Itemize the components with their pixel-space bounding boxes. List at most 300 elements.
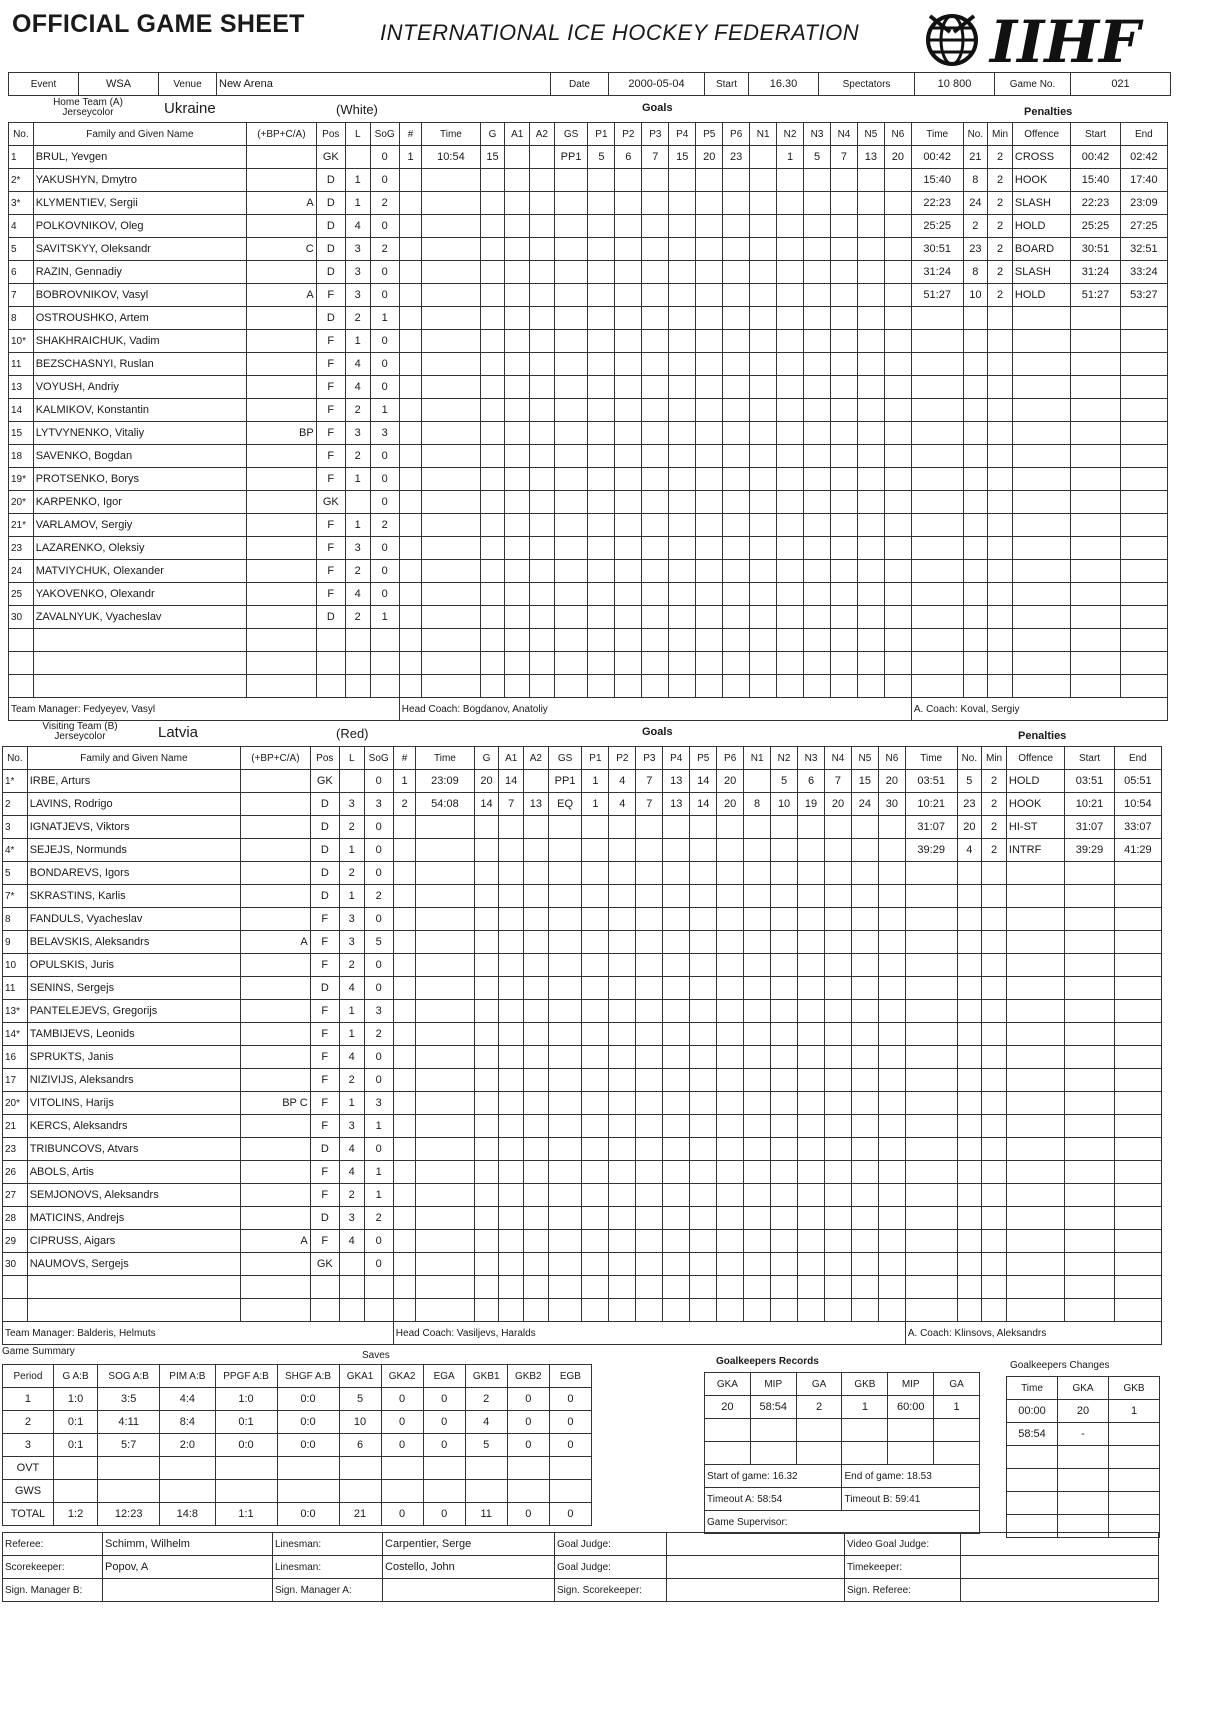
empty-cell	[878, 1207, 905, 1230]
player-mark	[247, 445, 317, 468]
empty-cell	[1120, 606, 1167, 629]
empty-cell	[505, 353, 530, 376]
player-mark	[241, 954, 311, 977]
empty-cell	[911, 514, 963, 537]
home-col-no: No.	[9, 123, 34, 146]
empty-cell	[636, 931, 663, 954]
empty-cell	[1071, 675, 1120, 698]
home-col-n3: N3	[804, 123, 831, 146]
empty-cell	[530, 238, 555, 261]
empty-cell	[1012, 330, 1070, 353]
empty-cell	[696, 583, 723, 606]
empty-cell	[857, 353, 884, 376]
empty-cell	[831, 537, 858, 560]
empty-cell	[524, 908, 549, 931]
sign-referee-value	[961, 1579, 1159, 1602]
empty-cell	[696, 169, 723, 192]
player-position: D	[316, 192, 345, 215]
empty-cell	[771, 1207, 798, 1230]
empty-cell	[963, 583, 988, 606]
empty-cell	[530, 652, 555, 675]
empty-cell	[825, 1069, 852, 1092]
empty-cell	[690, 1230, 717, 1253]
player-line: 4	[345, 353, 370, 376]
saves-title: Saves	[362, 1350, 390, 1361]
empty-cell	[1006, 862, 1064, 885]
player-line: 4	[339, 1046, 364, 1069]
empty-cell	[499, 816, 524, 839]
player-position: D	[316, 307, 345, 330]
player-sog: 1	[364, 1184, 393, 1207]
empty-cell	[9, 675, 34, 698]
empty-cell	[825, 1299, 852, 1322]
empty-cell	[1114, 977, 1161, 1000]
empty-cell	[548, 1230, 582, 1253]
empty-cell	[957, 1207, 982, 1230]
empty-cell	[588, 445, 615, 468]
empty-cell	[505, 215, 530, 238]
empty-cell	[851, 839, 878, 862]
home-col-assist-2: A2	[530, 123, 555, 146]
empty-cell	[9, 652, 34, 675]
player-line: 3	[345, 238, 370, 261]
empty-cell	[499, 1230, 524, 1253]
empty-cell	[615, 652, 642, 675]
empty-cell	[530, 445, 555, 468]
sign-manager-b-label: Sign. Manager B:	[3, 1579, 103, 1602]
player-name: OSTROUSHKO, Artem	[33, 307, 246, 330]
empty-cell	[1120, 537, 1167, 560]
visitor-assistant-coach: A. Coach: Klinsovs, Aleksandrs	[905, 1322, 1161, 1345]
visitor-col-goal-situation: GS	[548, 747, 582, 770]
empty-cell	[723, 422, 750, 445]
goal-plus-player: 6	[615, 146, 642, 169]
empty-cell	[1071, 445, 1120, 468]
goal-plus-player: 1	[582, 770, 609, 793]
empty-cell	[554, 353, 588, 376]
empty-cell	[582, 954, 609, 977]
empty-cell	[744, 1000, 771, 1023]
timekeeper-value	[961, 1556, 1159, 1579]
summary-cell: 3:5	[98, 1388, 160, 1411]
summary-col-header: GKA2	[381, 1365, 423, 1388]
empty-cell	[1012, 445, 1070, 468]
empty-cell	[505, 560, 530, 583]
home-staff-row	[9, 698, 1168, 721]
player-mark	[241, 977, 311, 1000]
empty-cell	[982, 931, 1007, 954]
goal-n: 2	[393, 793, 415, 816]
player-name: NIZIVIJS, Aleksandrs	[27, 1069, 240, 1092]
player-position: F	[310, 931, 339, 954]
empty-cell	[422, 353, 480, 376]
home-col-pen-offence: Offence	[1012, 123, 1070, 146]
empty-cell	[911, 652, 963, 675]
empty-cell	[399, 307, 421, 330]
empty-cell	[771, 839, 798, 862]
empty-cell	[582, 1184, 609, 1207]
summary-cell: 0	[423, 1434, 465, 1457]
player-sog: 0	[370, 468, 399, 491]
empty-cell	[777, 537, 804, 560]
empty-cell	[723, 399, 750, 422]
empty-cell	[905, 931, 957, 954]
empty-cell	[717, 1000, 744, 1023]
empty-cell	[3, 1276, 28, 1299]
empty-cell	[771, 1299, 798, 1322]
player-number: 13	[9, 376, 34, 399]
empty-cell	[957, 862, 982, 885]
empty-cell	[988, 330, 1013, 353]
empty-cell	[399, 468, 421, 491]
empty-cell	[582, 1253, 609, 1276]
summary-col-header: G A:B	[53, 1365, 97, 1388]
gk-records-col: GKB	[842, 1373, 888, 1396]
player-name: BELAVSKIS, Aleksandrs	[27, 931, 240, 954]
penalty-player: 5	[957, 770, 982, 793]
empty-cell	[609, 1253, 636, 1276]
empty-cell	[609, 1230, 636, 1253]
table-row	[3, 1299, 1162, 1322]
player-position: F	[316, 330, 345, 353]
event-label: Event	[9, 73, 79, 96]
empty-cell	[399, 560, 421, 583]
visitor-col-pen-no: No.	[957, 747, 982, 770]
empty-cell	[474, 1230, 499, 1253]
empty-cell	[1114, 1230, 1161, 1253]
empty-cell	[416, 839, 474, 862]
empty-cell	[582, 862, 609, 885]
summary-cell	[381, 1457, 423, 1480]
empty-cell	[393, 1000, 415, 1023]
goal-a1: 14	[499, 770, 524, 793]
linesman-value-2: Costello, John	[383, 1556, 555, 1579]
penalty-minutes: 2	[982, 770, 1007, 793]
home-team-manager: Team Manager: Fedyeyev, Vasyl	[9, 698, 400, 721]
empty-cell	[474, 862, 499, 885]
gk-changes-cell: 1	[1109, 1400, 1160, 1423]
player-position: F	[310, 908, 339, 931]
summary-cell	[549, 1457, 591, 1480]
player-mark	[247, 514, 317, 537]
goal-minus-player: 19	[798, 793, 825, 816]
empty-cell	[911, 629, 963, 652]
summary-cell: 12:23	[98, 1503, 160, 1526]
empty-cell	[831, 376, 858, 399]
empty-cell	[905, 885, 957, 908]
empty-cell	[777, 514, 804, 537]
visitor-header-row	[3, 747, 1162, 770]
empty-cell	[777, 675, 804, 698]
gk-changes-row	[1007, 1492, 1160, 1515]
empty-cell	[831, 307, 858, 330]
empty-cell	[723, 560, 750, 583]
empty-cell	[505, 284, 530, 307]
empty-cell	[963, 307, 988, 330]
penalty-offence: HOOK	[1012, 169, 1070, 192]
empty-cell	[480, 284, 505, 307]
empty-cell	[399, 399, 421, 422]
empty-cell	[399, 353, 421, 376]
player-position: F	[310, 1023, 339, 1046]
empty-cell	[1006, 1069, 1064, 1092]
penalty-minutes: 2	[988, 238, 1013, 261]
empty-cell	[474, 1253, 499, 1276]
empty-cell	[717, 1184, 744, 1207]
home-col-line: L	[345, 123, 370, 146]
table-row	[3, 954, 1162, 977]
goal-minus-player: 20	[825, 793, 852, 816]
empty-cell	[831, 238, 858, 261]
empty-cell	[474, 1115, 499, 1138]
empty-cell	[1065, 1115, 1114, 1138]
empty-cell	[1120, 629, 1167, 652]
empty-cell	[548, 1253, 582, 1276]
home-col-p4: P4	[669, 123, 696, 146]
summary-cell: 0	[549, 1388, 591, 1411]
empty-cell	[750, 1419, 796, 1442]
empty-cell	[505, 445, 530, 468]
player-position: D	[310, 793, 339, 816]
summary-cell: 21	[339, 1503, 381, 1526]
player-position: F	[310, 954, 339, 977]
empty-cell	[1006, 1184, 1064, 1207]
empty-cell	[416, 885, 474, 908]
empty-cell	[1006, 1253, 1064, 1276]
empty-cell	[499, 1184, 524, 1207]
empty-cell	[582, 1230, 609, 1253]
empty-cell	[524, 1299, 549, 1322]
player-mark	[247, 307, 317, 330]
empty-cell	[771, 1092, 798, 1115]
player-number: 14	[9, 399, 34, 422]
goal-minus-player: 5	[771, 770, 798, 793]
summary-col-header: GKB2	[507, 1365, 549, 1388]
empty-cell	[422, 606, 480, 629]
empty-cell	[588, 606, 615, 629]
empty-cell	[399, 169, 421, 192]
empty-cell	[669, 307, 696, 330]
scorekeeper-label: Scorekeeper:	[3, 1556, 103, 1579]
summary-cell: 1:1	[215, 1503, 277, 1526]
empty-cell	[905, 954, 957, 977]
empty-cell	[857, 399, 884, 422]
empty-cell	[690, 931, 717, 954]
empty-cell	[988, 468, 1013, 491]
empty-cell	[857, 376, 884, 399]
empty-cell	[963, 330, 988, 353]
table-row	[3, 1000, 1162, 1023]
empty-cell	[422, 514, 480, 537]
empty-cell	[642, 284, 669, 307]
empty-cell	[988, 376, 1013, 399]
player-name: LYTVYNENKO, Vitaliy	[33, 422, 246, 445]
home-col-p5: P5	[696, 123, 723, 146]
empty-cell	[690, 1092, 717, 1115]
empty-cell	[857, 629, 884, 652]
empty-cell	[1006, 885, 1064, 908]
empty-cell	[851, 1069, 878, 1092]
empty-cell	[499, 1276, 524, 1299]
empty-cell	[416, 1207, 474, 1230]
empty-cell	[548, 1000, 582, 1023]
player-number: 17	[3, 1069, 28, 1092]
penalty-player: 20	[957, 816, 982, 839]
player-number: 11	[9, 353, 34, 376]
empty-cell	[905, 1299, 957, 1322]
player-sog: 2	[364, 1207, 393, 1230]
empty-cell	[399, 284, 421, 307]
player-position: D	[310, 816, 339, 839]
empty-cell	[505, 629, 530, 652]
home-col-p2: P2	[615, 123, 642, 146]
empty-cell	[615, 307, 642, 330]
player-name: KERCS, Aleksandrs	[27, 1115, 240, 1138]
empty-cell	[416, 1138, 474, 1161]
empty-cell	[723, 169, 750, 192]
player-mark	[241, 1184, 311, 1207]
penalty-time: 25:25	[911, 215, 963, 238]
goal-minus-player: 5	[804, 146, 831, 169]
video-judge-label: Video Goal Judge:	[845, 1533, 961, 1556]
empty-cell	[696, 537, 723, 560]
empty-cell	[744, 1184, 771, 1207]
gameno-label: Game No.	[995, 73, 1071, 96]
empty-cell	[33, 629, 246, 652]
player-mark: A	[241, 931, 311, 954]
player-line: 1	[345, 514, 370, 537]
empty-cell	[422, 652, 480, 675]
empty-cell	[422, 284, 480, 307]
empty-cell	[878, 1115, 905, 1138]
empty-cell	[548, 885, 582, 908]
empty-cell	[663, 1092, 690, 1115]
empty-cell	[796, 1442, 842, 1465]
empty-cell	[798, 1253, 825, 1276]
empty-cell	[247, 629, 317, 652]
empty-cell	[642, 491, 669, 514]
goal-minus-player: 30	[878, 793, 905, 816]
empty-cell	[609, 885, 636, 908]
empty-cell	[582, 1023, 609, 1046]
summary-cell	[98, 1480, 160, 1503]
home-penalties-title: Penalties	[1024, 106, 1073, 118]
empty-cell	[717, 1138, 744, 1161]
empty-cell	[798, 908, 825, 931]
empty-cell	[957, 1069, 982, 1092]
home-col-pen-time: Time	[911, 123, 963, 146]
player-sog: 0	[364, 839, 393, 862]
empty-cell	[505, 468, 530, 491]
empty-cell	[416, 1230, 474, 1253]
gameno-value: 021	[1071, 73, 1171, 96]
empty-cell	[669, 491, 696, 514]
summary-row	[3, 1503, 592, 1526]
summary-cell: 0	[381, 1388, 423, 1411]
empty-cell	[1006, 1230, 1064, 1253]
penalty-start: 30:51	[1071, 238, 1120, 261]
empty-cell	[422, 330, 480, 353]
empty-cell	[1012, 353, 1070, 376]
empty-cell	[696, 514, 723, 537]
empty-cell	[524, 816, 549, 839]
empty-cell	[499, 862, 524, 885]
player-number: 5	[9, 238, 34, 261]
empty-cell	[723, 583, 750, 606]
player-name: IRBE, Arturs	[27, 770, 240, 793]
empty-cell	[744, 1276, 771, 1299]
summary-cell	[549, 1480, 591, 1503]
goal-plus-player: 14	[690, 793, 717, 816]
empty-cell	[505, 491, 530, 514]
empty-cell	[804, 583, 831, 606]
empty-cell	[615, 399, 642, 422]
goal-a2	[530, 146, 555, 169]
penalty-player: 24	[963, 192, 988, 215]
empty-cell	[548, 1184, 582, 1207]
empty-cell	[588, 330, 615, 353]
empty-cell	[911, 445, 963, 468]
empty-cell	[582, 1046, 609, 1069]
empty-cell	[480, 330, 505, 353]
player-line: 1	[345, 330, 370, 353]
empty-cell	[416, 816, 474, 839]
empty-cell	[480, 238, 505, 261]
empty-cell	[825, 1276, 852, 1299]
empty-cell	[345, 629, 370, 652]
empty-cell	[393, 1253, 415, 1276]
empty-cell	[804, 491, 831, 514]
empty-cell	[1114, 862, 1161, 885]
empty-cell	[582, 1092, 609, 1115]
summary-row	[3, 1480, 592, 1503]
empty-cell	[1012, 675, 1070, 698]
empty-cell	[669, 537, 696, 560]
gk-records-col: GA	[796, 1373, 842, 1396]
empty-cell	[393, 1069, 415, 1092]
empty-cell	[1058, 1446, 1109, 1469]
penalty-time: 03:51	[905, 770, 957, 793]
empty-cell	[663, 954, 690, 977]
empty-cell	[884, 307, 911, 330]
goal-plus-player: 4	[609, 793, 636, 816]
empty-cell	[548, 1069, 582, 1092]
table-row	[9, 491, 1168, 514]
empty-cell	[480, 399, 505, 422]
player-line: 3	[339, 1115, 364, 1138]
penalty-minutes: 2	[988, 192, 1013, 215]
player-name: BOBROVNIKOV, Vasyl	[33, 284, 246, 307]
empty-cell	[857, 491, 884, 514]
empty-cell	[878, 1069, 905, 1092]
summary-col-header: PPGF A:B	[215, 1365, 277, 1388]
gk-changes-row	[1007, 1469, 1160, 1492]
empty-cell	[422, 307, 480, 330]
empty-cell	[857, 215, 884, 238]
empty-cell	[1114, 1046, 1161, 1069]
empty-cell	[524, 1046, 549, 1069]
empty-cell	[393, 839, 415, 862]
empty-cell	[963, 675, 988, 698]
gk-records-cell: 20	[705, 1396, 751, 1419]
summary-col-header: GKA1	[339, 1365, 381, 1388]
empty-cell	[636, 1230, 663, 1253]
player-number: 18	[9, 445, 34, 468]
empty-cell	[988, 652, 1013, 675]
summary-cell: 0:0	[215, 1434, 277, 1457]
empty-cell	[310, 1276, 339, 1299]
empty-cell	[480, 537, 505, 560]
